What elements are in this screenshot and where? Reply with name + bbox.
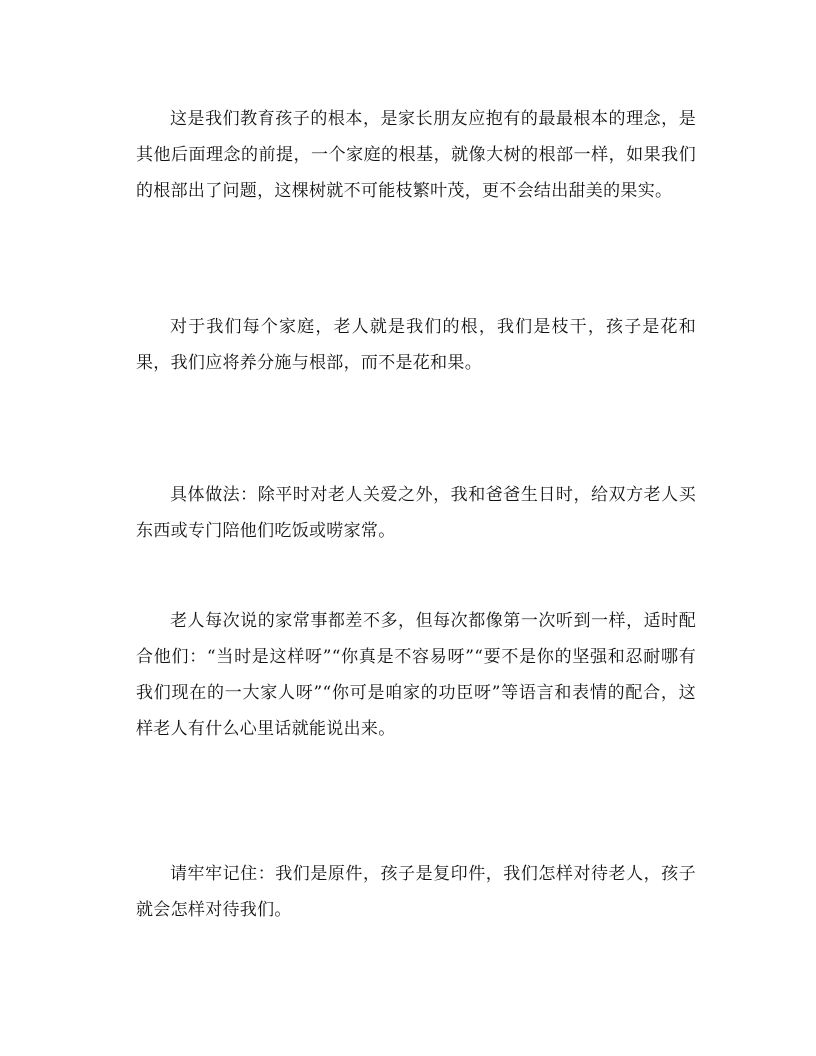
- paragraph-3: 具体做法：除平时对老人关爱之外，我和爸爸生日时，给双方老人买东西或专门陪他们吃饭或唠家常。: [136, 485, 696, 541]
- paragraph-1: 这是我们教育孩子的根本，是家长朋友应抱有的最最根本的理念，是其他后面理念的前提，一个家庭的根基，就像大树的根部一样，如果我们的根部出了问题，这棵树就不可能枝繁叶茂，更不会结出甜美的果实。: [136, 109, 696, 201]
- paragraph-4: 老人每次说的家常事都差不多，但每次都像第一次听到一样，适时配合他们：“当时是这样呀”“你真是不容易呀”“要不是你的坚强和忍耐哪有我们现在的一大家人呀”“你可是咱家的功臣呀”等语言和表情的配合，这样老人有什么心里话就能说出来。: [136, 611, 696, 739]
- paragraph-5: 请牢牢记住：我们是原件，孩子是复印件，我们怎样对待老人，孩子就会怎样对待我们。: [136, 864, 696, 920]
- paragraph-2: 对于我们每个家庭，老人就是我们的根，我们是枝干，孩子是花和果，我们应将养分施与根部，而不是花和果。: [136, 317, 696, 373]
